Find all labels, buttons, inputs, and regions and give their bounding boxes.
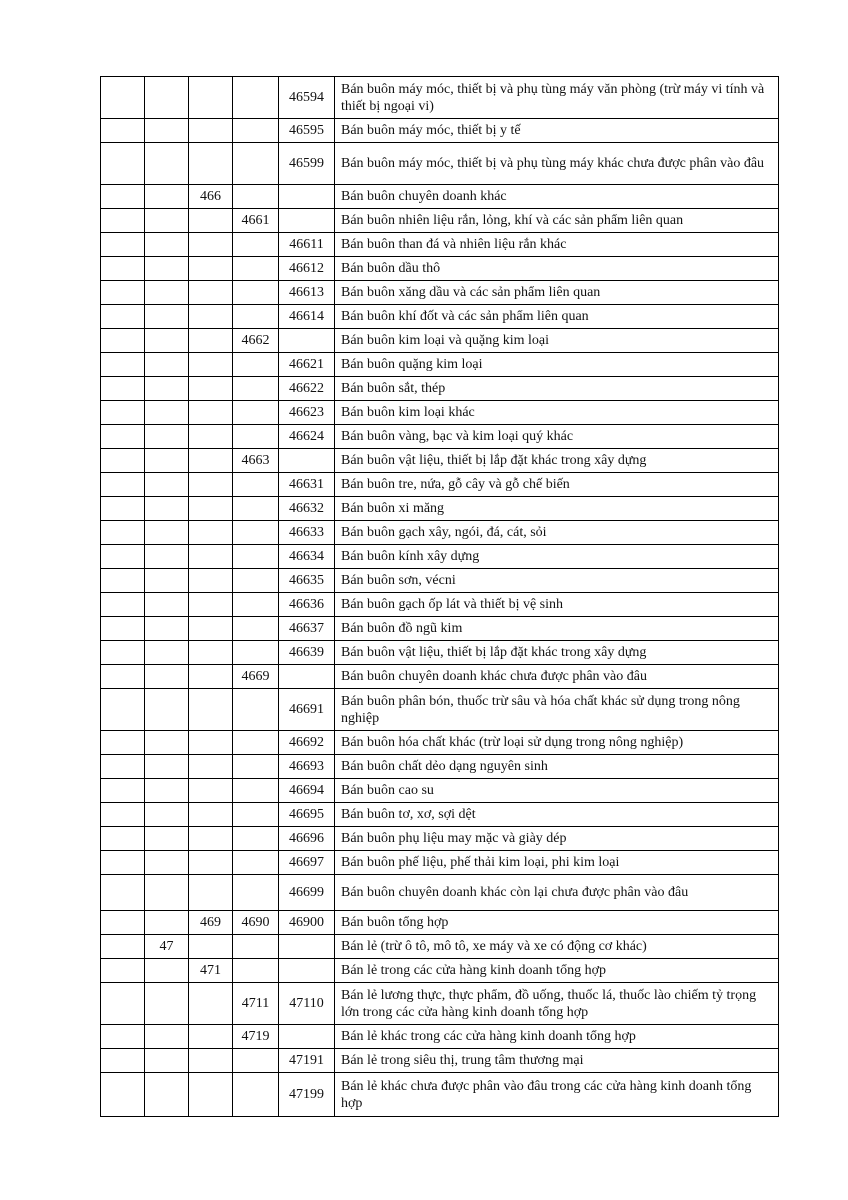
level-3-code-cell [189,143,233,185]
level-2-code-cell [145,185,189,209]
description-cell: Bán lẻ khác chưa được phân vào đâu trong các cửa hàng kinh doanh tổng hợp [335,1073,779,1117]
level-3-code-cell [189,77,233,119]
level-2-code-cell [145,233,189,257]
level-5-code-cell: 46594 [279,77,335,119]
level-1-code-cell [101,209,145,233]
level-2-code-cell [145,875,189,911]
table-row [101,1073,779,1117]
description-cell: Bán buôn chuyên doanh khác [335,185,779,209]
level-2-code-cell [145,77,189,119]
level-4-code-cell [233,257,279,281]
table-row [101,521,779,545]
level-5-code-cell [279,449,335,473]
level-5-code-cell: 46612 [279,257,335,281]
level-1-code-cell [101,827,145,851]
description-cell: Bán buôn kim loại khác [335,401,779,425]
level-4-code-cell [233,1049,279,1073]
description-cell: Bán buôn phân bón, thuốc trừ sâu và hóa chất khác sử dụng trong nông nghiệp [335,689,779,731]
level-5-code-cell: 46613 [279,281,335,305]
level-4-code-cell [233,377,279,401]
description-cell: Bán buôn nhiên liệu rắn, lỏng, khí và các sản phẩm liên quan [335,209,779,233]
level-1-code-cell [101,281,145,305]
level-5-code-cell [279,935,335,959]
level-1-code-cell [101,665,145,689]
level-1-code-cell [101,755,145,779]
level-4-code-cell [233,353,279,377]
level-1-code-cell [101,545,145,569]
level-4-code-cell [233,77,279,119]
level-1-code-cell [101,521,145,545]
level-5-code-cell: 46694 [279,779,335,803]
level-5-code-cell: 46634 [279,545,335,569]
level-2-code-cell [145,983,189,1025]
level-4-code-cell [233,617,279,641]
level-1-code-cell [101,401,145,425]
level-4-code-cell: 4711 [233,983,279,1025]
description-cell: Bán buôn xăng dầu và các sản phẩm liên quan [335,281,779,305]
level-1-code-cell [101,983,145,1025]
level-4-code-cell [233,425,279,449]
level-5-code-cell: 46637 [279,617,335,641]
level-1-code-cell [101,935,145,959]
level-2-code-cell [145,305,189,329]
level-3-code-cell [189,1073,233,1117]
level-2-code-cell [145,641,189,665]
description-cell: Bán buôn máy móc, thiết bị và phụ tùng máy khác chưa được phân vào đâu [335,143,779,185]
level-1-code-cell [101,377,145,401]
level-2-code-cell [145,521,189,545]
table-row [101,233,779,257]
level-4-code-cell: 4662 [233,329,279,353]
level-1-code-cell [101,1025,145,1049]
level-3-code-cell [189,779,233,803]
level-4-code-cell [233,959,279,983]
level-5-code-cell: 46696 [279,827,335,851]
table-row [101,281,779,305]
table-row [101,689,779,731]
description-cell: Bán buôn xi măng [335,497,779,521]
level-1-code-cell [101,641,145,665]
level-5-code-cell: 46692 [279,731,335,755]
level-4-code-cell [233,119,279,143]
table-row [101,755,779,779]
description-cell: Bán buôn hóa chất khác (trừ loại sử dụng trong nông nghiệp) [335,731,779,755]
level-5-code-cell: 47199 [279,1073,335,1117]
level-5-code-cell: 46695 [279,803,335,827]
level-2-code-cell [145,827,189,851]
level-2-code-cell [145,143,189,185]
level-4-code-cell [233,185,279,209]
level-4-code-cell [233,593,279,617]
level-4-code-cell: 4690 [233,911,279,935]
table-row [101,593,779,617]
level-4-code-cell [233,233,279,257]
level-3-code-cell [189,497,233,521]
description-cell: Bán buôn vật liệu, thiết bị lắp đặt khác trong xây dựng [335,449,779,473]
level-2-code-cell [145,755,189,779]
level-3-code-cell [189,449,233,473]
level-2-code-cell [145,257,189,281]
description-cell: Bán buôn kim loại và quặng kim loại [335,329,779,353]
description-cell: Bán buôn vật liệu, thiết bị lắp đặt khác trong xây dựng [335,641,779,665]
level-3-code-cell [189,401,233,425]
level-4-code-cell: 4669 [233,665,279,689]
level-5-code-cell: 46623 [279,401,335,425]
table-row [101,449,779,473]
description-cell: Bán buôn kính xây dựng [335,545,779,569]
table-row [101,851,779,875]
table-row [101,143,779,185]
description-cell: Bán buôn dầu thô [335,257,779,281]
level-1-code-cell [101,1049,145,1073]
level-2-code-cell [145,1049,189,1073]
level-5-code-cell [279,959,335,983]
level-4-code-cell [233,731,279,755]
level-3-code-cell [189,545,233,569]
level-1-code-cell [101,449,145,473]
level-5-code-cell: 46611 [279,233,335,257]
description-cell: Bán buôn tơ, xơ, sợi dệt [335,803,779,827]
description-cell: Bán buôn tổng hợp [335,911,779,935]
level-4-code-cell [233,401,279,425]
description-cell: Bán buôn sơn, vécni [335,569,779,593]
table-row [101,935,779,959]
description-cell: Bán lẻ trong các cửa hàng kinh doanh tổng hợp [335,959,779,983]
level-4-code-cell: 4719 [233,1025,279,1049]
level-3-code-cell [189,1049,233,1073]
level-5-code-cell [279,209,335,233]
level-3-code-cell [189,521,233,545]
level-3-code-cell [189,119,233,143]
level-3-code-cell [189,593,233,617]
level-2-code-cell [145,731,189,755]
level-1-code-cell [101,119,145,143]
description-cell: Bán buôn phế liệu, phế thải kim loại, phi kim loại [335,851,779,875]
level-5-code-cell: 46621 [279,353,335,377]
description-cell: Bán buôn tre, nứa, gỗ cây và gỗ chế biến [335,473,779,497]
level-1-code-cell [101,425,145,449]
table-row [101,983,779,1025]
table-row [101,779,779,803]
level-2-code-cell [145,569,189,593]
level-5-code-cell: 46632 [279,497,335,521]
table-row [101,77,779,119]
level-2-code-cell [145,545,189,569]
description-cell: Bán buôn chất dẻo dạng nguyên sinh [335,755,779,779]
description-cell: Bán buôn quặng kim loại [335,353,779,377]
table-row [101,329,779,353]
table-row [101,185,779,209]
level-4-code-cell [233,935,279,959]
level-2-code-cell [145,497,189,521]
level-1-code-cell [101,689,145,731]
level-1-code-cell [101,569,145,593]
level-1-code-cell [101,77,145,119]
level-2-code-cell [145,425,189,449]
level-5-code-cell: 46595 [279,119,335,143]
level-4-code-cell [233,689,279,731]
level-5-code-cell: 46599 [279,143,335,185]
level-2-code-cell [145,353,189,377]
level-4-code-cell [233,827,279,851]
table-body [101,77,779,1117]
level-4-code-cell [233,779,279,803]
level-3-code-cell [189,329,233,353]
level-5-code-cell: 46635 [279,569,335,593]
level-3-code-cell: 471 [189,959,233,983]
description-cell: Bán buôn phụ liệu may mặc và giày dép [335,827,779,851]
level-3-code-cell [189,827,233,851]
level-5-code-cell [279,665,335,689]
level-1-code-cell [101,473,145,497]
table-row [101,119,779,143]
level-1-code-cell [101,779,145,803]
level-5-code-cell: 46693 [279,755,335,779]
table-row [101,377,779,401]
description-cell: Bán buôn máy móc, thiết bị y tế [335,119,779,143]
level-4-code-cell: 4661 [233,209,279,233]
level-2-code-cell [145,665,189,689]
description-cell: Bán buôn đồ ngũ kim [335,617,779,641]
level-5-code-cell: 46697 [279,851,335,875]
level-2-code-cell [145,689,189,731]
level-1-code-cell [101,257,145,281]
level-1-code-cell [101,959,145,983]
description-cell: Bán buôn gạch xây, ngói, đá, cát, sỏi [335,521,779,545]
description-cell: Bán buôn máy móc, thiết bị và phụ tùng máy văn phòng (trừ máy vi tính và thiết bị ngoại vi) [335,77,779,119]
level-3-code-cell [189,233,233,257]
level-2-code-cell [145,803,189,827]
description-cell: Bán buôn cao su [335,779,779,803]
level-5-code-cell: 46636 [279,593,335,617]
level-4-code-cell [233,803,279,827]
level-5-code-cell: 47110 [279,983,335,1025]
level-3-code-cell [189,935,233,959]
level-1-code-cell [101,803,145,827]
description-cell: Bán buôn chuyên doanh khác chưa được phân vào đâu [335,665,779,689]
table-row [101,803,779,827]
level-2-code-cell [145,329,189,353]
description-cell: Bán buôn vàng, bạc và kim loại quý khác [335,425,779,449]
level-3-code-cell [189,377,233,401]
level-3-code-cell [189,803,233,827]
level-5-code-cell: 47191 [279,1049,335,1073]
table-row [101,425,779,449]
industry-code-table [100,76,779,1117]
level-4-code-cell [233,545,279,569]
level-4-code-cell [233,641,279,665]
level-1-code-cell [101,1073,145,1117]
table-row [101,875,779,911]
level-3-code-cell [189,353,233,377]
level-2-code-cell [145,779,189,803]
level-1-code-cell [101,185,145,209]
level-5-code-cell: 46622 [279,377,335,401]
table-row [101,959,779,983]
level-5-code-cell [279,329,335,353]
level-5-code-cell: 46900 [279,911,335,935]
description-cell: Bán buôn than đá và nhiên liệu rắn khác [335,233,779,257]
level-4-code-cell [233,281,279,305]
table-row [101,911,779,935]
level-2-code-cell [145,473,189,497]
level-4-code-cell [233,569,279,593]
level-2-code-cell [145,593,189,617]
level-2-code-cell [145,209,189,233]
level-1-code-cell [101,353,145,377]
level-2-code-cell: 47 [145,935,189,959]
level-3-code-cell [189,689,233,731]
level-2-code-cell [145,281,189,305]
table-row [101,641,779,665]
level-1-code-cell [101,305,145,329]
table-row [101,827,779,851]
level-4-code-cell [233,851,279,875]
level-2-code-cell [145,1073,189,1117]
level-1-code-cell [101,233,145,257]
level-3-code-cell [189,257,233,281]
level-1-code-cell [101,617,145,641]
level-1-code-cell [101,497,145,521]
description-cell: Bán lẻ trong siêu thị, trung tâm thương mại [335,1049,779,1073]
level-4-code-cell [233,755,279,779]
level-4-code-cell [233,1073,279,1117]
table-row [101,545,779,569]
level-5-code-cell: 46639 [279,641,335,665]
level-3-code-cell [189,983,233,1025]
level-3-code-cell: 469 [189,911,233,935]
table-row [101,353,779,377]
description-cell: Bán buôn gạch ốp lát và thiết bị vệ sinh [335,593,779,617]
description-cell: Bán buôn khí đốt và các sản phẩm liên quan [335,305,779,329]
table-row [101,401,779,425]
level-1-code-cell [101,731,145,755]
level-1-code-cell [101,911,145,935]
table-row [101,1049,779,1073]
level-3-code-cell [189,569,233,593]
description-cell: Bán lẻ (trừ ô tô, mô tô, xe máy và xe có động cơ khác) [335,935,779,959]
level-3-code-cell [189,305,233,329]
description-cell: Bán lẻ lương thực, thực phẩm, đồ uống, thuốc lá, thuốc lào chiếm tỷ trọng lớn trong các cửa hàng kinh doanh tổng hợp [335,983,779,1025]
level-2-code-cell [145,377,189,401]
level-4-code-cell [233,473,279,497]
level-5-code-cell [279,185,335,209]
level-4-code-cell [233,305,279,329]
level-3-code-cell [189,665,233,689]
level-2-code-cell [145,959,189,983]
table-row [101,305,779,329]
level-3-code-cell [189,281,233,305]
level-3-code-cell [189,473,233,497]
level-3-code-cell: 466 [189,185,233,209]
level-3-code-cell [189,731,233,755]
table-row [101,731,779,755]
level-2-code-cell [145,449,189,473]
table-row [101,617,779,641]
level-2-code-cell [145,911,189,935]
level-3-code-cell [189,755,233,779]
level-3-code-cell [189,875,233,911]
level-4-code-cell [233,875,279,911]
level-1-code-cell [101,329,145,353]
level-4-code-cell [233,143,279,185]
table-row [101,665,779,689]
table-row [101,257,779,281]
table-row [101,209,779,233]
description-cell: Bán buôn chuyên doanh khác còn lại chưa được phân vào đâu [335,875,779,911]
level-3-code-cell [189,209,233,233]
description-cell: Bán lẻ khác trong các cửa hàng kinh doanh tổng hợp [335,1025,779,1049]
level-3-code-cell [189,425,233,449]
level-3-code-cell [189,617,233,641]
level-5-code-cell [279,1025,335,1049]
level-2-code-cell [145,1025,189,1049]
level-5-code-cell: 46614 [279,305,335,329]
table-row [101,1025,779,1049]
level-1-code-cell [101,143,145,185]
level-1-code-cell [101,593,145,617]
level-2-code-cell [145,617,189,641]
level-4-code-cell [233,497,279,521]
level-5-code-cell: 46633 [279,521,335,545]
level-3-code-cell [189,851,233,875]
level-1-code-cell [101,875,145,911]
level-2-code-cell [145,851,189,875]
description-cell: Bán buôn sắt, thép [335,377,779,401]
level-5-code-cell: 46699 [279,875,335,911]
table-row [101,497,779,521]
level-4-code-cell [233,521,279,545]
level-3-code-cell [189,641,233,665]
table-row [101,569,779,593]
level-2-code-cell [145,401,189,425]
table-row [101,473,779,497]
level-3-code-cell [189,1025,233,1049]
level-4-code-cell: 4663 [233,449,279,473]
level-5-code-cell: 46691 [279,689,335,731]
level-5-code-cell: 46624 [279,425,335,449]
level-1-code-cell [101,851,145,875]
level-2-code-cell [145,119,189,143]
level-5-code-cell: 46631 [279,473,335,497]
